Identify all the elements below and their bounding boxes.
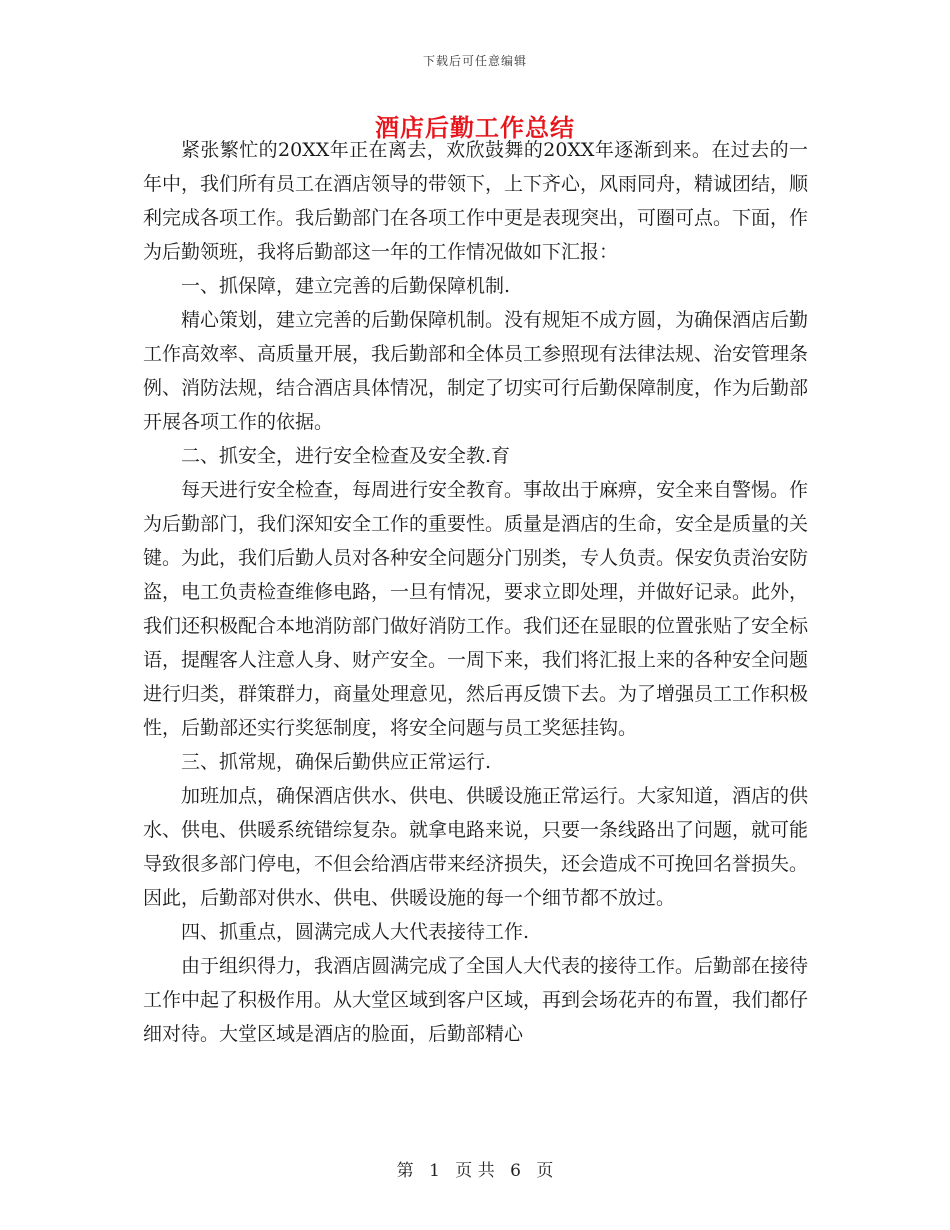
section-heading-3: 三、抓常规，确保后勤供应正常运行. xyxy=(181,751,492,773)
document-body xyxy=(143,133,808,1051)
footer-current-page: 1 xyxy=(429,1161,440,1181)
paragraph-section-3: 加班加点，确保酒店供水、供电、供暖设施正常运行。大家知道，酒店的供水、供电、供暖系统错综复杂。就拿电路来说，只要一条线路出了问题，就可能导致很多部门停电，不但会给酒店带来经济损失，还会造成不可挽回名誉损失。因此，后勤部对供水、供电、供暖设施的每一个细节都不放过。 xyxy=(143,785,809,909)
paragraph-intro: 紧张繁忙的20XX年正在离去，欢欣鼓舞的20XX年逐渐到来。在过去的一年中，我们所有员工在酒店领导的带领下，上下齐心，风雨同舟，精诚团结，顺利完成各项工作。我后勤部门在各项工作中更是表现突出，可圈可点。下面，作为后勤领班，我将后勤部这一年的工作情况做如下汇报： xyxy=(143,139,809,263)
paragraph-section-4: 由于组织得力，我酒店圆满完成了全国人大代表的接待工作。后勤部在接待工作中起了积极作用。从大堂区域到客户区域，再到会场花卉的布置，我们都仔细对待。大堂区域是酒店的脸面，后勤部精心 xyxy=(143,955,809,1045)
section-heading-1: 一、抓保障，建立完善的后勤保障机制. xyxy=(181,275,511,297)
section-heading-2: 二、抓安全，进行安全检查及安全教.育 xyxy=(181,445,511,467)
footer-prefix: 第 xyxy=(396,1161,414,1181)
section-heading-4: 四、抓重点，圆满完成人大代表接待工作. xyxy=(181,921,530,943)
document-title: 酒店后勤工作总结 xyxy=(375,113,575,142)
paragraph-section-2: 每天进行安全检查，每周进行安全教育。事故出于麻痹，安全来自警惕。作为后勤部门，我们深知安全工作的重要性。质量是酒店的生命，安全是质量的关键。为此，我们后勤人员对各种安全问题分门别类，专人负责。保安负责治安防盗，电工负责检查维修电路，一旦有情况，要求立即处理，并做好记录。此外，我们还积极配合本地消防部门做好消防工作。我们还在显眼的位置张贴了安全标语，提醒客人注意人身、财产安全。一周下来，我们将汇报上来的各种安全问题进行归类，群策群力，商量处理意见，然后再反馈下去。为了增强员工工作积极性，后勤部还实行奖惩制度，将安全问题与员工奖惩挂钩。 xyxy=(143,479,809,739)
footer-middle: 页 共 xyxy=(455,1161,495,1181)
footer-total-pages: 6 xyxy=(510,1161,521,1181)
footer-suffix: 页 xyxy=(536,1161,554,1181)
paragraph-section-1: 精心策划，建立完善的后勤保障机制。没有规矩不成方圆，为确保酒店后勤工作高效率、高质量开展，我后勤部和全体员工参照现有法律法规、治安管理条例、消防法规，结合酒店具体情况，制定了切实可行后勤保障制度，作为后勤部开展各项工作的依据。 xyxy=(143,309,809,433)
page-footer xyxy=(0,1156,950,1181)
header-note: 下载后可任意编辑 xyxy=(422,54,527,68)
